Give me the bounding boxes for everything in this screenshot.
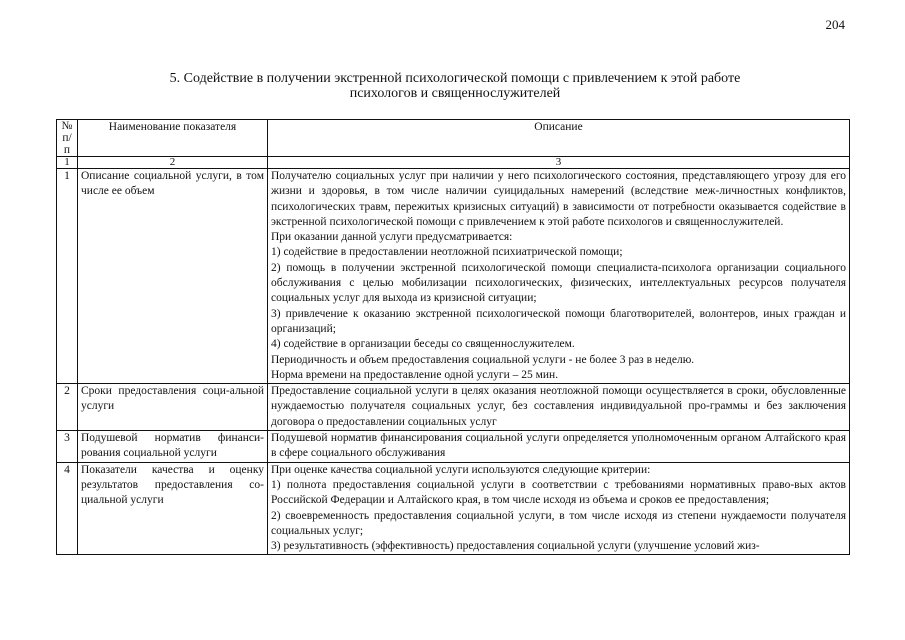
row-description bbox=[268, 431, 850, 463]
row-number: 1 bbox=[57, 169, 78, 384]
description-paragraph: 2) помощь в получении экстренной психологической помощи специалиста-психолога организации социального обслуживания с целью мобилизации психологических, физических, интеллектуальных ресурсов получателя социальных услуг для выхода из кризисной ситуации; bbox=[271, 261, 846, 305]
description-paragraph: 1) полнота предоставления социальной услуги в соответствии с требованиями нормативных право-вых актов Российской Федерации и Алтайского края, в том числе исходя из объема и сроков ее предоставления; bbox=[271, 478, 846, 507]
index-cell: 3 bbox=[268, 157, 850, 169]
section-title-line-1: 5. Содействие в получении экстренной психологической помощи с привлечением к этой работе bbox=[169, 71, 741, 86]
description-paragraph: 2) своевременность предоставления социальной услуги, в том числе исходя из степени нуждаемости получателя социальных услуг; bbox=[271, 509, 846, 537]
description-paragraph: При оказании данной услуги предусматривается: bbox=[271, 231, 513, 244]
row-number: 2 bbox=[57, 384, 78, 431]
description-paragraph: Предоставление социальной услуги в целях оказания неотложной помощи осуществляется в сроки, обусловленные нуждаемостью получателя социальных услуг, без составления индивидуальной про-граммы и без заключения договора о предоставлении социальных услуг bbox=[271, 385, 846, 428]
description-paragraph: При оценке качества социальной услуги используются следующие критерии: bbox=[271, 463, 651, 476]
row-name: Сроки предоставления соци-альной услуги bbox=[78, 384, 268, 431]
index-cell: 1 bbox=[57, 157, 78, 169]
row-name: Подушевой норматив финанси-рования социальной услуги bbox=[78, 431, 268, 463]
header-name: Наименование показателя bbox=[78, 120, 268, 157]
page-number: 204 bbox=[825, 17, 845, 32]
table-header-row bbox=[57, 120, 850, 157]
row-description bbox=[268, 169, 850, 384]
section-title-line-2: психологов и священнослужителей bbox=[349, 86, 561, 101]
description-paragraph: 3) привлечение к оказанию экстренной психологической помощи благотворителей, волонтеров, иных граждан и организаций; bbox=[271, 307, 846, 335]
table-row bbox=[57, 384, 850, 431]
description-paragraph: Периодичность и объем предоставления социальной услуги - не более 3 раз в неделю. bbox=[271, 353, 695, 366]
description-paragraph: 1) содействие в предоставлении неотложной психиатрической помощи; bbox=[271, 246, 623, 259]
description-paragraph: 3) результативность (эффективность) предоставления социальной услуги (улучшение условий жиз- bbox=[271, 540, 760, 553]
table-row bbox=[57, 462, 850, 555]
row-description bbox=[268, 462, 850, 555]
index-cell: 2 bbox=[78, 157, 268, 169]
description-paragraph: Подушевой норматив финансирования социальной услуги определяется уполномоченным органом Алтайского края в сфере социального обслуживания bbox=[271, 432, 846, 460]
description-paragraph: Получателю социальных услуг при наличии у него психологического состояния, представляющего угрозу для его жизни и здоровья, в том числе наличии суицидальных намерений (вследствие меж-личностных конфликтов, психологических травм, пережитых кризисных ситуаций) в зависимости от потребности оказывается содействие в экстренной психологической помощи с привлечением к этой работе психологов и священнослужителей. bbox=[271, 170, 846, 228]
table-row bbox=[57, 169, 850, 384]
service-table bbox=[56, 119, 850, 555]
row-description bbox=[268, 384, 850, 431]
description-paragraph: Норма времени на предоставление одной услуги – 25 мин. bbox=[271, 368, 559, 381]
row-number: 4 bbox=[57, 462, 78, 555]
row-name: Описание социальной услуги, в том числе ее объем bbox=[78, 169, 268, 384]
section-title bbox=[90, 71, 820, 101]
header-num: № п/п bbox=[57, 120, 78, 157]
table-row bbox=[57, 431, 850, 463]
header-description: Описание bbox=[268, 120, 850, 157]
row-number: 3 bbox=[57, 431, 78, 463]
description-paragraph: 4) содействие в организации беседы со священнослужителем. bbox=[271, 338, 575, 351]
row-name: Показатели качества и оценку результатов предоставления со-циальной услуги bbox=[78, 462, 268, 555]
table-index-row bbox=[57, 157, 850, 169]
